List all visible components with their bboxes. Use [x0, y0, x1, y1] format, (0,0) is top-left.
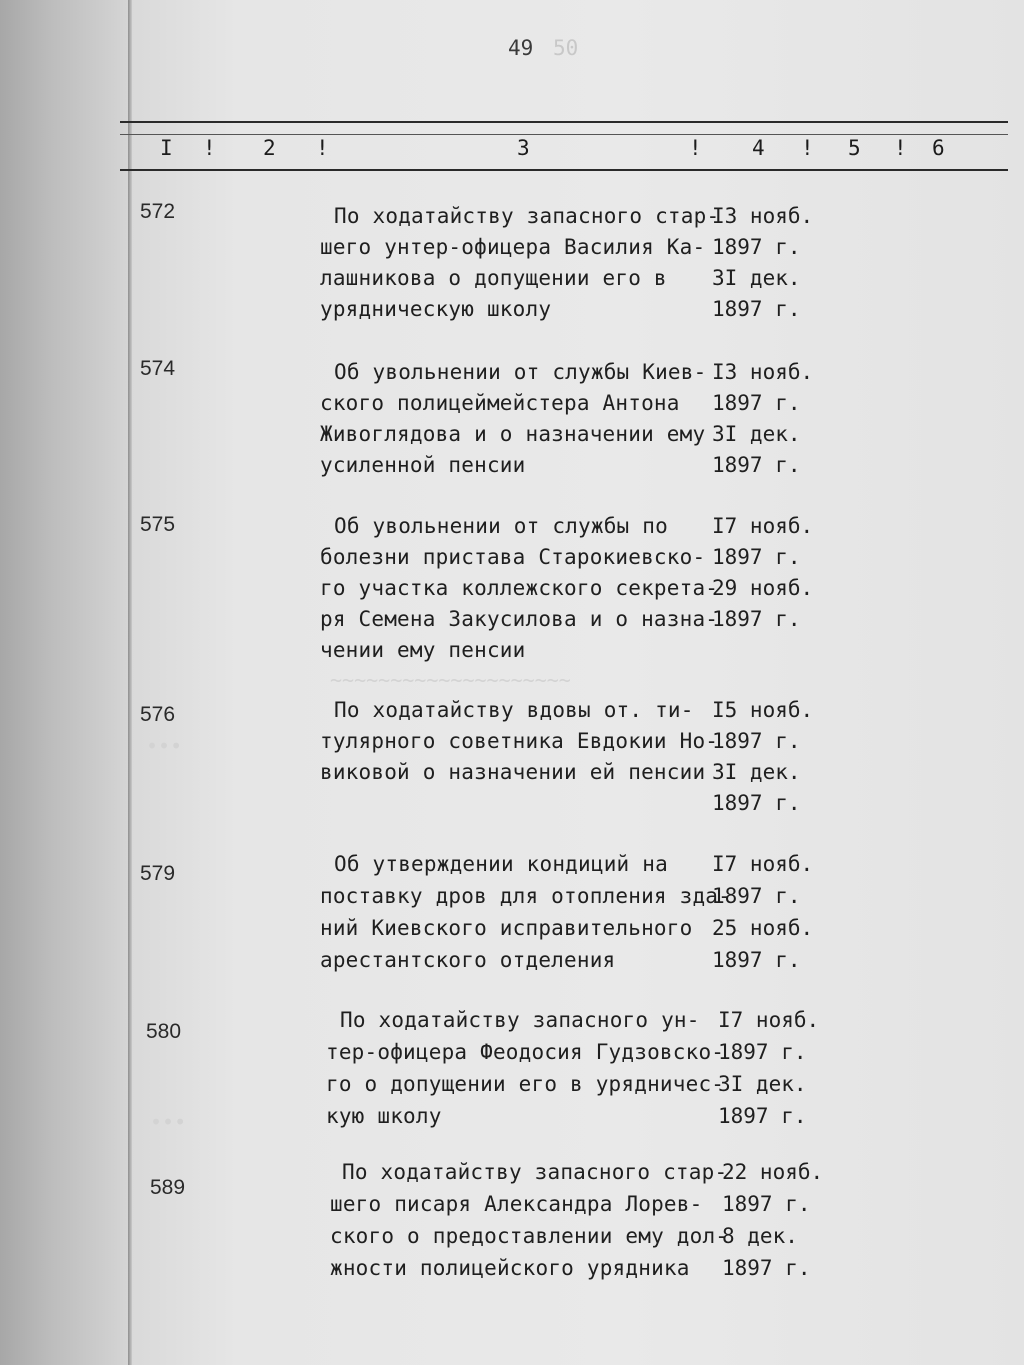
entry-date-line: 1897 г. [712, 791, 801, 815]
entry-text-line: Об увольнении от службы Киев- [334, 360, 707, 384]
entry-date-line: 1897 г. [712, 545, 801, 569]
entry-date-line: 8 дек. [722, 1224, 798, 1248]
entry-text-line: лашникова о допущении его в [320, 266, 667, 290]
entry-text-line: болезни пристава Старокиевско- [320, 545, 706, 569]
entry-date-line: 3I дек. [712, 760, 801, 784]
table-header-bottom-rule [120, 169, 1008, 171]
entry-text-line: ний Киевского исправительного [320, 916, 693, 940]
adjacent-page-edge [0, 0, 130, 1365]
page-fold [128, 0, 132, 1365]
column-header-4: 4 [752, 136, 765, 160]
entry-number: 579 [140, 862, 176, 885]
entry-date-line: 1897 г. [718, 1104, 807, 1128]
column-header-3: 3 [517, 136, 530, 160]
column-header-6: 6 [932, 136, 945, 160]
column-separator: ! [801, 136, 814, 160]
entry-date-line: 1897 г. [712, 297, 801, 321]
entry-number: 574 [140, 357, 176, 380]
entry-text-line: Об увольнении от службы по [334, 514, 668, 538]
entry-text-line: шего писаря Александра Лорев- [330, 1192, 703, 1216]
column-separator: ! [689, 136, 702, 160]
table-top-rule [120, 121, 1008, 123]
entry-date-line: I5 нояб. [712, 698, 814, 722]
entry-text-line: По ходатайству вдовы от. ти- [334, 698, 694, 722]
entry-text-line: урядническую школу [320, 297, 552, 321]
entry-date-line: 3I дек. [712, 266, 801, 290]
entry-text-line: По ходатайству запасного ун- [340, 1008, 700, 1032]
entry-date-line: 3I дек. [718, 1072, 807, 1096]
column-separator: ! [316, 136, 329, 160]
entry-date-line: 25 нояб. [712, 916, 814, 940]
entry-date-line: 1897 г. [712, 235, 801, 259]
column-header-1: I [160, 136, 173, 160]
entry-number: 572 [140, 200, 176, 223]
entry-text-line: жности полицейского урядника [330, 1256, 690, 1280]
entry-text-line: ря Семена Закусилова и о назна- [320, 607, 719, 631]
entry-date-line: 1897 г. [722, 1256, 811, 1280]
entry-date-line: I7 нояб. [712, 852, 814, 876]
entry-text-line: Живоглядова и о назначении ему [320, 422, 706, 446]
entry-text-line: чении ему пенсии [320, 638, 526, 662]
entry-date-line: 1897 г. [712, 391, 801, 415]
table-top-rule-secondary [120, 134, 1008, 135]
bleedthrough-text: ~~~~~~~~~~~~~~~~~~~~ [330, 668, 571, 692]
bleedthrough-text: ••• [150, 1110, 187, 1134]
entry-text-line: шего унтер-офицера Василия Ка- [320, 235, 706, 259]
column-separator: ! [203, 136, 216, 160]
entry-text-line: виковой о назначении ей пенсии [320, 760, 706, 784]
entry-date-line: I3 нояб. [712, 360, 814, 384]
entry-date-line: I3 нояб. [712, 204, 814, 228]
entry-text-line: тер-офицера Феодосия Гудзовско- [326, 1040, 725, 1064]
entry-date-line: 1897 г. [712, 607, 801, 631]
entry-date-line: 1897 г. [712, 884, 801, 908]
entry-date-line: 1897 г. [722, 1192, 811, 1216]
entry-text-line: ского полицеймейстера Антона [320, 391, 680, 415]
entry-date-line: I7 нояб. [712, 514, 814, 538]
entry-text-line: кую школу [326, 1104, 442, 1128]
entry-number: 580 [146, 1020, 182, 1043]
column-header-2: 2 [263, 136, 276, 160]
entry-number: 589 [150, 1176, 186, 1199]
bleedthrough-text: ••• [146, 734, 183, 758]
entry-text-line: поставку дров для отопления зда- [320, 884, 731, 908]
entry-text-line: По ходатайству запасного стар- [334, 204, 720, 228]
entry-date-line: 3I дек. [712, 422, 801, 446]
entry-text-line: го о допущении его в урядничес- [326, 1072, 725, 1096]
entry-date-line: 22 нояб. [722, 1160, 824, 1184]
entry-number: 576 [140, 703, 176, 726]
entry-date-line: 1897 г. [712, 453, 801, 477]
entry-date-line: 29 нояб. [712, 576, 814, 600]
entry-date-line: 1897 г. [718, 1040, 807, 1064]
column-header-5: 5 [848, 136, 861, 160]
page-number: 49 [508, 36, 534, 60]
page-number-bleedthrough: 50 [553, 36, 579, 60]
entry-text-line: По ходатайству запасного стар- [342, 1160, 728, 1184]
entry-text-line: ского о предоставлении ему дол- [330, 1224, 729, 1248]
entry-text-line: Об утверждении кондиций на [334, 852, 668, 876]
entry-text-line: усиленной пенсии [320, 453, 526, 477]
entry-text-line: арестантского отделения [320, 948, 616, 972]
column-separator: ! [894, 136, 907, 160]
entry-number: 575 [140, 513, 176, 536]
entry-date-line: I7 нояб. [718, 1008, 820, 1032]
entry-text-line: го участка коллежского секрета- [320, 576, 719, 600]
entry-date-line: 1897 г. [712, 948, 801, 972]
entry-date-line: 1897 г. [712, 729, 801, 753]
entry-text-line: тулярного советника Евдокии Но- [320, 729, 719, 753]
